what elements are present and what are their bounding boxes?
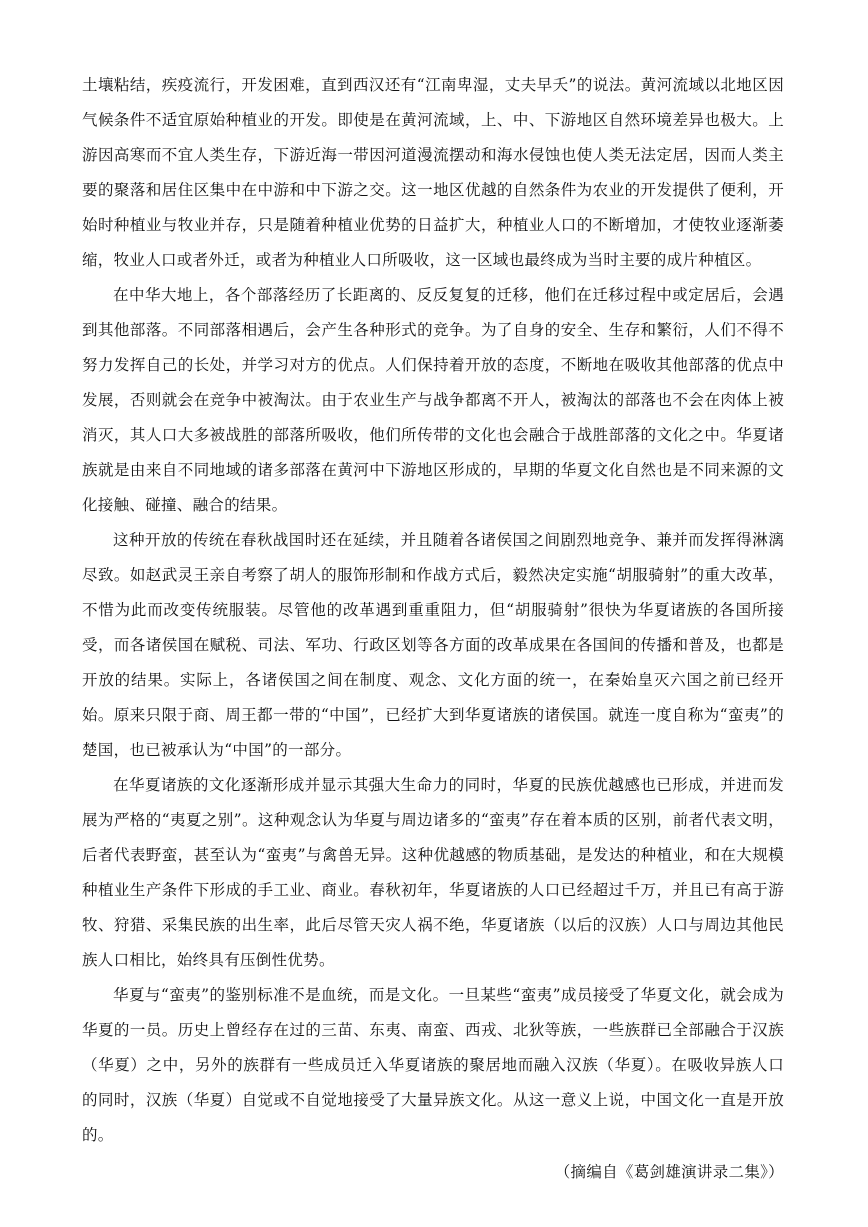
paragraph-5: 华夏与“蛮夷”的鉴别标准不是血统，而是文化。一旦某些“蛮夷”成员接受了华夏文化，就会成为华夏的一员。历史上曾经存在过的三苗、东夷、南蛮、西戎、北狄等族，一些族群已全部融合于汉族（华夏）之中，另外的族群有一些成员迁入华夏诸族的聚居地而融入汉族（华夏）。在吸收异族人口的同时，汉族（华夏）自觉或不自觉地接受了大量异族文化。从这一意义上说，中国文化一直是开放的。: [82, 986, 784, 1144]
paragraph-2: 在中华大地上，各个部落经历了长距离的、反反复复的迁移，他们在迁移过程中或定居后，会遇到其他部落。不同部落相遇后，会产生各种形式的竞争。为了自身的安全、生存和繁衍，人们不得不努力发挥自己的长处，并学习对方的优点。人们保持着开放的态度，不断地在吸收其他部落的优点中发展，否则就会在竞争中被淘汰。由于农业生产与战争都离不开人，被淘汰的部落也不会在肉体上被消灭，其人口大多被战胜的部落所吸收，他们所传带的文化也会融合于战胜部落的文化之中。华夏诸族就是由来自不同地域的诸多部落在黄河中下游地区形成的，早期的华夏文化自然也是不同来源的文化接触、碰撞、融合的结果。: [82, 286, 784, 514]
paragraph-1: 土壤粘结，疾疫流行，开发困难，直到西汉还有“江南卑湿，丈夫早夭”的说法。黄河流域以北地区因气候条件不适宜原始种植业的开发。即使是在黄河流域，上、中、下游地区自然环境差异也极大。上游因高寒而不宜人类生存，下游近海一带因河道漫流摆动和海水侵蚀也使人类无法定居，因而人类主要的聚落和居住区集中在中游和中下游之交。这一地区优越的自然条件为农业的开发提供了便利，开始时种植业与牧业并存，只是随着种植业优势的日益扩大，种植业人口的不断增加，才使牧业逐渐萎缩，牧业人口或者外迁，或者为种植业人口所吸收，这一区域也最终成为当时主要的成片种植区。: [82, 76, 784, 269]
source-citation: （摘编自《葛剑雄演讲录二集》）: [554, 1163, 784, 1181]
paragraph-3: 这种开放的传统在春秋战国时还在延续，并且随着各诸侯国之间剧烈地竞争、兼并而发挥得淋漓尽致。如赵武灵王亲自考察了胡人的服饰形制和作战方式后，毅然决定实施“胡服骑射”的重大改革，不惜为此而改变传统服装。尽管他的改革遇到重重阻力，但“胡服骑射”很快为华夏诸族的各国所接受，而各诸侯国在赋税、司法、军功、行政区划等各方面的改革成果在各国间的传播和普及，也都是开放的结果。实际上，各诸侯国之间在制度、观念、文化方面的统一，在秦始皇灭六国之前已经开始。原来只限于商、周王都一带的“中国”，已经扩大到华夏诸族的诸侯国。就连一度自称为“蛮夷”的楚国，也已被承认为“中国”的一部分。: [82, 531, 784, 759]
document-page: [82, 68, 784, 1190]
paragraph-4: 在华夏诸族的文化逐渐形成并显示其强大生命力的同时，华夏的民族优越感也已形成，并进而发展为严格的“夷夏之别”。这种观念认为华夏与周边诸多的“蛮夷”存在着本质的区别，前者代表文明，后者代表野蛮，甚至认为“蛮夷”与禽兽无异。这种优越感的物质基础，是发达的种植业，和在大规模种植业生产条件下形成的手工业、商业。春秋初年，华夏诸族的人口已经超过千万，并且已有高于游牧、狩猎、采集民族的出生率，此后尽管天灾人祸不绝，华夏诸族（以后的汉族）人口与周边其他民族人口相比，始终具有压倒性优势。: [82, 776, 784, 969]
